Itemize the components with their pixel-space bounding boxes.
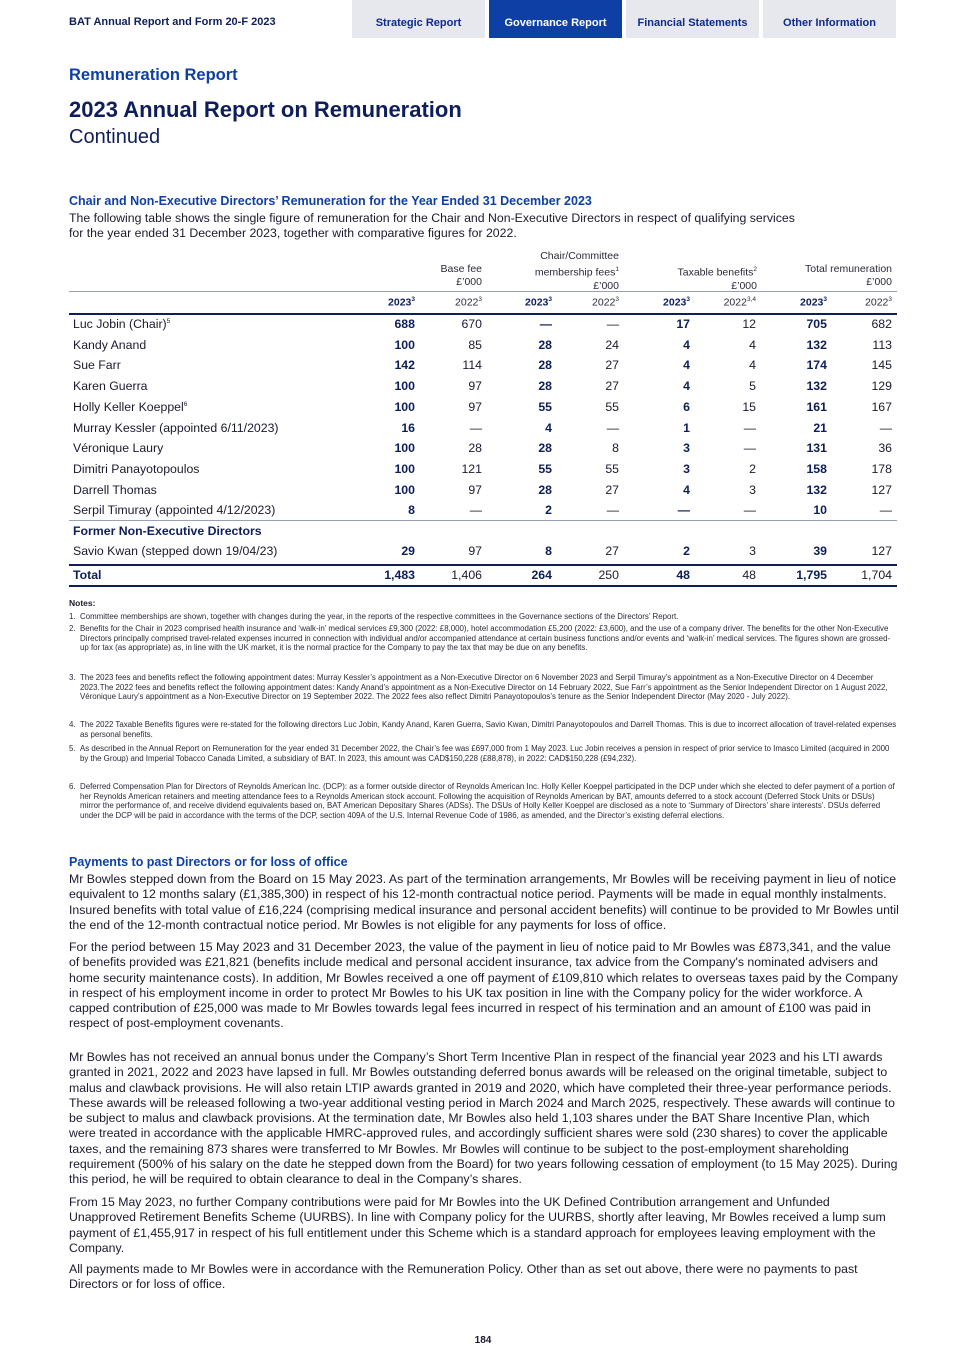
value-cell: 4: [749, 358, 756, 373]
year-label: 2022: [723, 296, 747, 309]
past-directors-paragraph: All payments made to Mr Bowles were in accordance with the Remuneration Policy. Other than as set out above, there were no payments to past Directors or for loss of office.: [69, 1262, 858, 1292]
footnote-ref: 3: [888, 296, 892, 303]
value-cell: 114: [462, 358, 482, 373]
year-header: [492, 296, 552, 309]
table-row: [69, 338, 897, 358]
value-cell: 28: [538, 337, 552, 352]
column-group-total-remuneration: [769, 250, 892, 289]
column-group-line: [769, 263, 892, 276]
year-header: [767, 296, 827, 309]
note-item: [69, 782, 897, 821]
note-number: 3.: [69, 673, 76, 682]
column-group-line: [649, 263, 757, 280]
column-group-label: Total remuneration: [805, 263, 892, 275]
note-number: 1.: [69, 612, 76, 621]
value-cell: 27: [605, 358, 619, 373]
value-cell: 4: [683, 337, 690, 352]
value-cell: 129: [871, 379, 892, 394]
note-text: The 2022 Taxable Benefits figures were re-stated for the following directors Luc Jobin, Kandy Anand, Karen Guerra, Savio Kwan, Dimitri Panayotopoulos and Darrell Thomas. This is due to incorrect allocation of travel-related expenses as personal benefits.: [80, 720, 897, 739]
value-cell: —: [879, 503, 892, 518]
top-navigation-bar: [0, 0, 966, 38]
value-cell: 24: [605, 337, 619, 352]
director-name: [73, 483, 157, 497]
value-cell: 2: [749, 461, 756, 476]
tab-other-information[interactable]: Other Information: [763, 0, 896, 38]
value-cell: 97: [468, 399, 482, 414]
value-cell: —: [539, 317, 552, 331]
table-rule: [69, 520, 897, 521]
director-name-text: Sue Farr: [73, 358, 121, 373]
note-item: [69, 612, 897, 622]
footnote-ref: 3,4: [746, 296, 756, 303]
section-heading-ned-remuneration: Chair and Non-Executive Directors’ Remuneration for the Year Ended 31 December 2023: [69, 194, 592, 208]
value-cell: 1,483: [384, 568, 415, 582]
director-name: [73, 358, 121, 372]
value-cell: 113: [872, 337, 892, 352]
director-name-text: Kandy Anand: [73, 337, 147, 352]
value-cell: 167: [871, 399, 892, 414]
footnote-ref: 3: [478, 296, 482, 303]
value-cell: 3: [683, 461, 690, 476]
past-directors-paragraph: Mr Bowles stepped down from the Board on 15 May 2023. As part of the termination arrangements, Mr Bowles will be receiving payment in lieu of notice equivalent to 12 months salary (£1,385,300) in respect of his 12-month contractual notice period. Payments will be made in equal monthly instalments. Insured benefits with total value of £16,224 (comprising medical insurance and personal accident benefits) will continue to be provided to Mr Bowles until the end of the 12-month contractual notice period. Mr Bowles is not eligible for any payments for loss of office.: [69, 872, 899, 932]
director-name: [73, 379, 148, 393]
value-cell: 48: [676, 568, 690, 582]
value-cell: 2: [545, 503, 552, 518]
table-row: [69, 544, 897, 564]
value-cell: 131: [806, 441, 827, 456]
director-name-text: Luc Jobin (Chair): [73, 317, 167, 331]
value-cell: 132: [806, 379, 827, 394]
table-rule: [69, 291, 897, 292]
section-intro-line: for the year ended 31 December 2023, together with comparative figures for 2022.: [69, 226, 517, 241]
year-header: [355, 296, 415, 309]
value-cell: 132: [806, 337, 827, 352]
director-name-text: Karen Guerra: [73, 379, 148, 394]
value-cell: 21: [813, 420, 827, 435]
document-title: BAT Annual Report and Form 20-F 2023: [69, 16, 276, 28]
director-name: [73, 400, 187, 414]
note-number: 2.: [69, 624, 76, 633]
value-cell: 97: [468, 379, 482, 394]
value-cell: 174: [806, 358, 827, 373]
value-cell: 17: [676, 317, 690, 331]
value-cell: 100: [394, 441, 415, 456]
footnote-ref: 2: [753, 266, 757, 273]
value-cell: 8: [612, 441, 619, 456]
year-label: 2023: [663, 296, 687, 309]
value-cell: 28: [538, 441, 552, 456]
column-group-line: [649, 250, 757, 263]
footnote-ref: 3: [823, 296, 827, 303]
year-label: 2022: [865, 296, 889, 309]
note-text: Committee memberships are shown, together with changes during the year, in the reports of the respective committees in the Governance sections of the Directors’ Report.: [80, 612, 679, 621]
value-cell: 250: [598, 568, 619, 582]
year-label: 2022: [455, 296, 479, 309]
note-number: 6.: [69, 782, 76, 791]
value-cell: 29: [401, 544, 415, 558]
director-name-text: Darrell Thomas: [73, 482, 157, 497]
section-intro-line: The following table shows the single figure of remuneration for the Chair and Non-Executive Directors in respect of qualifying services: [69, 211, 795, 225]
value-cell: 55: [605, 461, 619, 476]
column-group-label: membership fees: [534, 266, 616, 279]
year-label: 2023: [525, 296, 549, 309]
value-cell: 4: [683, 379, 690, 394]
column-group-unit: £’000: [731, 279, 757, 292]
column-group-committee-fees: [509, 250, 619, 293]
column-group-unit: £’000: [593, 279, 619, 292]
note-number: 4.: [69, 720, 76, 729]
year-header: [422, 296, 482, 309]
value-cell: 3: [683, 441, 690, 456]
table-row: [69, 462, 897, 482]
value-cell: 15: [742, 399, 756, 414]
table-row: [69, 421, 897, 441]
table-row: [69, 317, 897, 337]
value-cell: 55: [605, 399, 619, 414]
value-cell: 1,795: [796, 568, 827, 582]
value-cell: 55: [538, 461, 552, 476]
column-group-line: Chair/Committee: [540, 250, 619, 262]
note-text: The 2023 fees and benefits reflect the following appointment dates: Murray Kessler’s appointment as a Non-Executive Director on 6 November 2023 and Serpil Timuray’s appointment as a Non-Executive Director on 4 December 2023.The 2022 fees and benefits reflect the following appointment dates: Kandy Anand’s appointment as a Non-Executive Director on 14 February 2022, Sue Farr’s appointment as the Senior Independent Director on 1 August 2022, Véronique Laury’s appointment as a Non-Executive Director on 19 September 2022. The 2022 fees also reflect Dimitri Panayotopoulos’s tenure as the Senior Independent Director (May 2020 - July 2022).: [80, 673, 888, 702]
year-header: [696, 296, 756, 309]
footnote-ref: 1: [615, 266, 619, 273]
value-cell: 8: [408, 503, 415, 518]
year-header: [832, 296, 892, 309]
note-text: Benefits for the Chair in 2023 comprised health insurance and ‘walk-in’ medical services £9,300 (2022: £8,000), hotel accommodation £5,200 (2022: £3,600), and the use of a company driver. The benefits for the other Non-Executive Directors principally comprised travel-related expenses incurred in connection with individual and/or accompanied attendance at certain business functions and/or events and ‘walk-in’ medical services. The figures shown are grossed-up for tax (as appropriate) as, in line with the UK market, it is the normal practice for the Company to pay the tax that may be due on any benefits.: [80, 624, 891, 653]
value-cell: 36: [878, 441, 892, 456]
former-directors-heading: Former Non-Executive Directors: [73, 524, 262, 538]
tab-strategic-report[interactable]: Strategic Report: [352, 0, 485, 38]
value-cell: —: [469, 503, 482, 518]
value-cell: —: [743, 503, 756, 518]
column-group-unit: £’000: [456, 276, 482, 288]
director-name: [73, 568, 101, 582]
footnote-ref: 3: [548, 296, 552, 303]
table-section-heading: [69, 524, 897, 544]
year-label: 2023: [388, 296, 412, 309]
value-cell: 132: [806, 482, 827, 497]
tab-governance-report[interactable]: Governance Report: [489, 0, 622, 38]
value-cell: 705: [806, 317, 827, 331]
value-cell: 97: [468, 544, 482, 558]
note-text: Deferred Compensation Plan for Directors of Reynolds American Inc. (DCP): as a former outside director of Reynolds American Inc. Holly Keller Koeppel participated in the DCP under which she elected to defer payment of a portion of her Reynolds American retainers and meeting attendance fees to a Reynolds American stock account. Following the acquisition of Reynolds American by BAT, amounts deferred to a stock account (Deferred Stock Units or DSUs) mirror the performance of, and receive dividend equivalents based on, BAT American Depositary Shares (ADSs). The DSUs of Holly Keller Koeppel are disclosed as a note to ‘Summary of Directors’ share interests’. DSUs deferred under the DCP will be paid in accordance with the terms of the DCP, section 409A of the U.S. Internal Revenue Code of 1986, as amended, and the Director’s existing deferral elections.: [80, 782, 895, 821]
column-group-unit: £’000: [866, 276, 892, 288]
value-cell: 85: [468, 337, 482, 352]
table-row: [69, 400, 897, 420]
footnote-ref: 6: [183, 400, 188, 408]
director-name: [73, 317, 170, 331]
value-cell: 4: [683, 482, 690, 497]
value-cell: 142: [394, 358, 415, 373]
director-name: [73, 544, 277, 558]
value-cell: 10: [813, 503, 827, 518]
value-cell: 127: [871, 482, 892, 497]
notes-title: Notes:: [69, 598, 96, 608]
value-cell: 145: [871, 358, 892, 373]
note-item: [69, 673, 897, 702]
value-cell: —: [743, 420, 756, 435]
value-cell: 4: [683, 358, 690, 373]
table-row: [69, 483, 897, 503]
value-cell: 16: [401, 420, 415, 435]
value-cell: 2: [683, 544, 690, 558]
column-group-label: Taxable benefits: [677, 266, 754, 279]
value-cell: 27: [605, 379, 619, 394]
value-cell: 48: [742, 568, 756, 582]
section-kicker: Remuneration Report: [69, 66, 238, 84]
value-cell: 688: [394, 317, 415, 331]
page-title: 2023 Annual Report on Remuneration: [69, 97, 462, 122]
value-cell: 27: [605, 482, 619, 497]
value-cell: 4: [545, 420, 552, 435]
value-cell: 28: [538, 379, 552, 394]
director-name-text: Serpil Timuray (appointed 4/12/2023): [73, 503, 276, 518]
tab-financial-statements[interactable]: Financial Statements: [626, 0, 759, 38]
value-cell: 100: [394, 337, 415, 352]
value-cell: 100: [394, 461, 415, 476]
year-header: [630, 296, 690, 309]
column-group-line: [399, 263, 482, 276]
table-row: [69, 441, 897, 461]
note-item: [69, 624, 897, 653]
value-cell: 682: [871, 317, 892, 331]
director-name: [73, 421, 279, 435]
value-cell: —: [743, 441, 756, 456]
footnote-ref: 3: [615, 296, 619, 303]
footnote-ref: 3: [686, 296, 690, 303]
director-name: [73, 462, 199, 476]
past-directors-paragraph: For the period between 15 May 2023 and 31 December 2023, the value of the payment in lieu of notice paid to Mr Bowles was £873,341, and the value of benefits provided was £21,821 (benefits include medical and personal accident insurance, tax advice from the Company's nominated advisers and home security maintenance costs). In addition, Mr Bowles received a one off payment of £109,810 which relates to overseas taxes paid by the Company in respect of his employment income in order to protect Mr Bowles to his UK tax position in line with the Company policy for the wider workforce. A capped contribution of £25,000 was made to Mr Bowles towards legal fees incurred in respect of his termination and an amount of £100 was paid in respect of post-employment covenants.: [69, 940, 898, 1031]
value-cell: 6: [683, 399, 690, 414]
value-cell: 264: [531, 568, 552, 582]
value-cell: 100: [394, 379, 415, 394]
value-cell: 4: [749, 337, 756, 352]
column-group-taxable-benefits: [649, 250, 757, 293]
value-cell: 55: [538, 399, 552, 414]
note-item: [69, 720, 897, 739]
note-text: As described in the Annual Report on Remuneration for the year ended 31 December 2022, the Chair’s fee was £697,000 from 1 May 2023. Luc Jobin receives a pension in respect of prior service to Imasco Limited (acquired in 2000 by the Group) and Imperial Tobacco Canada Limited, a subsidiary of BAT. In 2023, this amount was CAD$150,228 (£88,878), in 2022: CAD$150,228 (£94,232).: [80, 744, 890, 763]
table-header-rule: [69, 313, 897, 315]
value-cell: 161: [806, 399, 827, 414]
value-cell: 8: [545, 544, 552, 558]
director-name-text: Véronique Laury: [73, 441, 164, 456]
value-cell: 178: [871, 461, 892, 476]
column-group-line: [399, 250, 482, 263]
note-number: 5.: [69, 744, 76, 753]
value-cell: 97: [468, 482, 482, 497]
value-cell: 100: [394, 482, 415, 497]
director-name-text: Total: [73, 568, 102, 582]
value-cell: —: [879, 420, 892, 435]
value-cell: 1,704: [861, 568, 892, 582]
value-cell: —: [469, 420, 482, 435]
value-cell: 158: [806, 461, 827, 476]
past-directors-paragraph: Mr Bowles has not received an annual bonus under the Company’s Short Term Incentive Plan in respect of the financial year 2023 and his LTI awards granted in 2021, 2022 and 2023 have lapsed in full. Mr Bowles outstanding deferred bonus awards will be released on the original timetable, subject to malus and clawback provisions. He will also retain LTIP awards granted in 2019 and 2020, which have completed their three-year performance periods. These awards will be released following a two-year additional vesting period in March 2024 and March 2025, respectively. These awards will continue to be subject to malus and clawback provisions. At the termination date, Mr Bowles also held 1,103 shares under the BAT Share Incentive Plan, which were treated in accordance with the applicable HMRC-approved rules, and accordingly sufficient shares were sold (230 shares) to cover the applicable taxes, and the remaining 873 shares were transferred to Mr Bowles. Mr Bowles will continue to be subject to the post-employment shareholding requirement (500% of his salary on the date he stepped down from the Board) for two years following cessation of employment (to 15 May 2025). During this period, he will be required to obtain clearance to deal in the Company’s shares.: [69, 1050, 898, 1187]
value-cell: —: [606, 420, 619, 435]
value-cell: 27: [605, 544, 619, 558]
value-cell: 1,406: [451, 568, 482, 582]
value-cell: 670: [461, 317, 482, 331]
column-group-line: [769, 250, 892, 263]
section-intro: [69, 211, 899, 242]
value-cell: 3: [749, 544, 756, 558]
year-label: 2023: [800, 296, 824, 309]
director-name: [73, 441, 163, 455]
director-name-text: Dimitri Panayotopoulos: [73, 461, 200, 476]
value-cell: 100: [394, 399, 415, 414]
year-label: 2022: [592, 296, 616, 309]
value-cell: 1: [683, 420, 690, 435]
value-cell: 28: [538, 482, 552, 497]
value-cell: 3: [749, 482, 756, 497]
page-number: 184: [474, 1335, 492, 1346]
column-group-line: [509, 263, 619, 280]
table-total-rule: [69, 564, 897, 566]
director-name: [73, 503, 275, 517]
note-item: [69, 744, 897, 763]
value-cell: —: [606, 503, 619, 518]
director-name-text: Murray Kessler (appointed 6/11/2023): [73, 420, 279, 435]
column-group-base-fee: [399, 250, 482, 289]
director-name-text: Savio Kwan (stepped down 19/04/23): [73, 544, 278, 558]
table-row: [69, 358, 897, 378]
section-heading-past-directors: Payments to past Directors or for loss of office: [69, 855, 348, 869]
value-cell: 28: [538, 358, 552, 373]
value-cell: 39: [813, 544, 827, 558]
value-cell: 121: [461, 461, 482, 476]
footnote-ref: 5: [166, 317, 171, 325]
column-group-label: Base fee: [440, 263, 482, 275]
value-cell: —: [677, 503, 690, 518]
footnote-ref: 3: [411, 296, 415, 303]
value-cell: 5: [749, 379, 756, 394]
table-row: [69, 379, 897, 399]
director-name-text: Holly Keller Koeppel: [73, 399, 184, 414]
value-cell: 127: [871, 544, 892, 558]
value-cell: —: [606, 317, 619, 331]
page-subtitle: Continued: [69, 126, 161, 148]
past-directors-paragraph: From 15 May 2023, no further Company contributions were paid for Mr Bowles into the UK Defined Contribution arrangement and Unfunded Unapproved Retirement Benefits Scheme (UURBS). In line with Company policy for the UURBS, shortly after leaving, Mr Bowles received a lump sum payment of £1,455,917 in respect of his full entitlement under this Scheme which is a standard approach for employees leaving employment with the Company.: [69, 1195, 886, 1255]
value-cell: 12: [742, 317, 756, 331]
table-bottom-rule: [69, 585, 897, 587]
director-name: [73, 338, 146, 352]
value-cell: 28: [468, 441, 482, 456]
year-header: [559, 296, 619, 309]
